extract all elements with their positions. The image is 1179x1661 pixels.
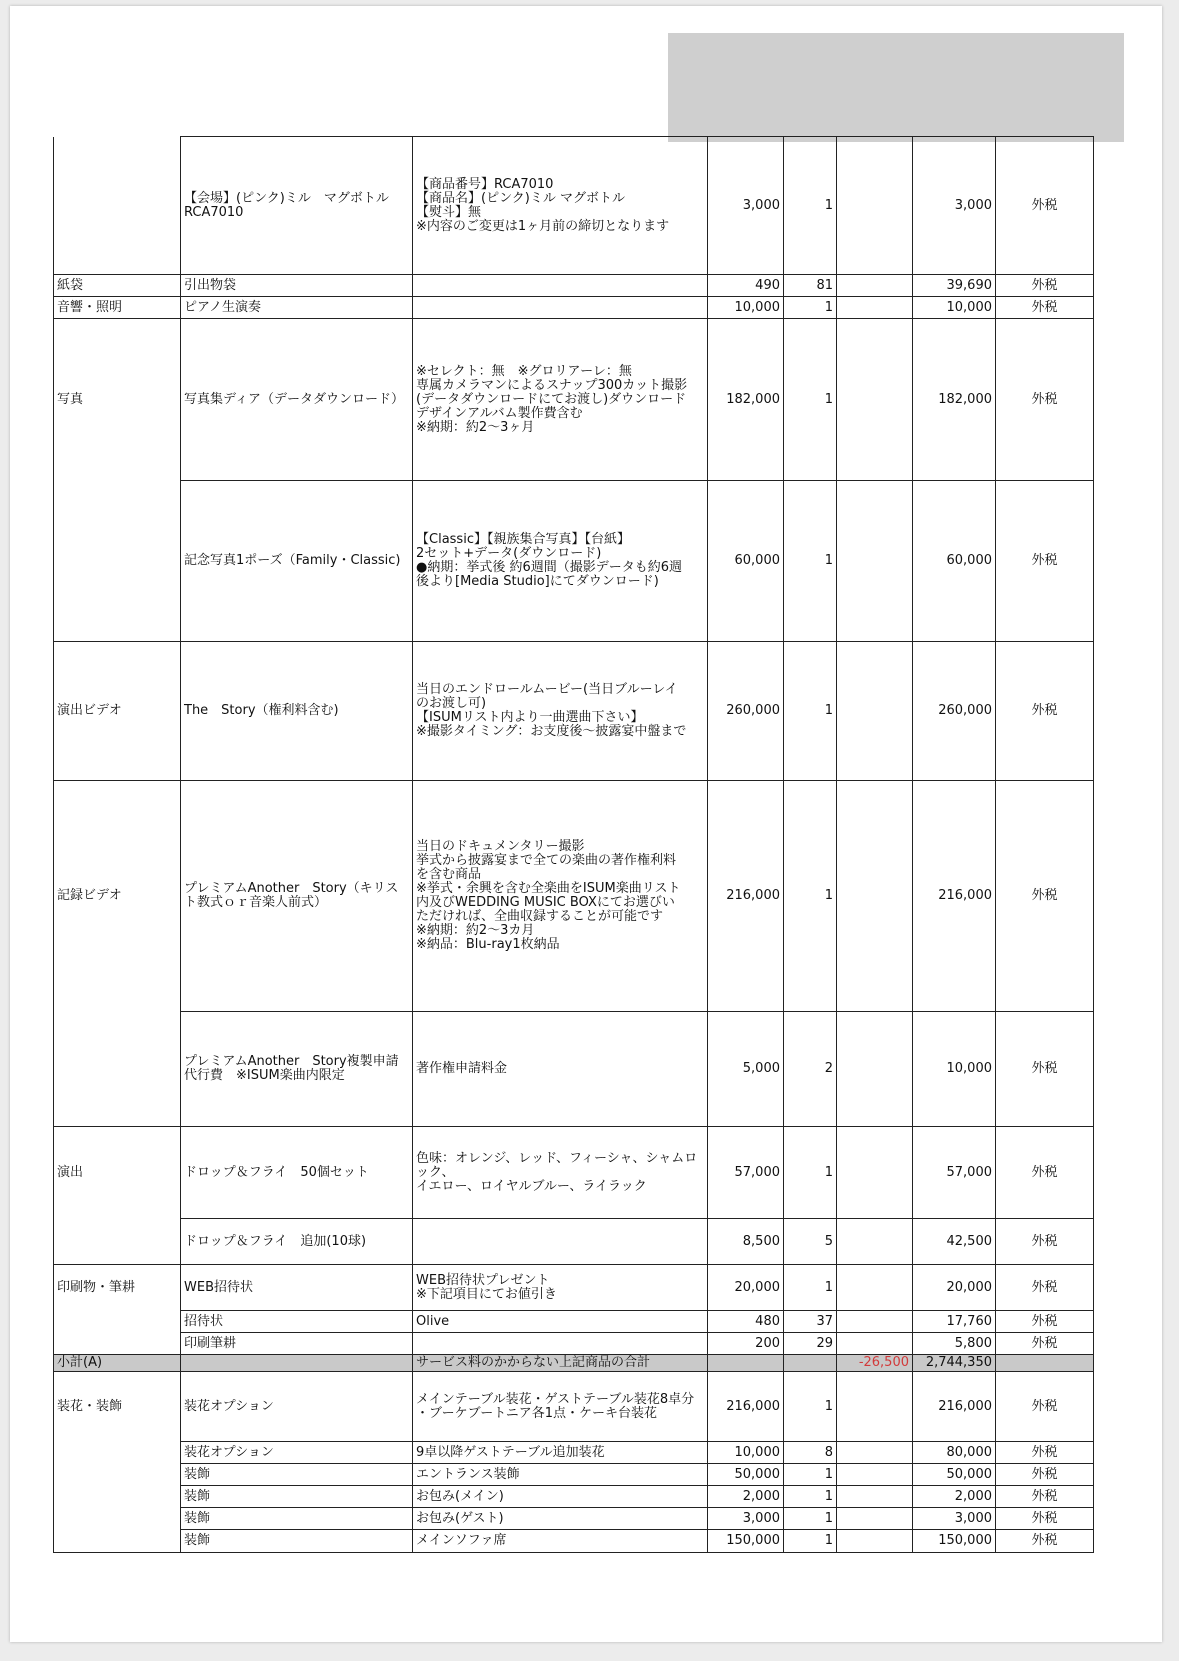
amount-cell: 60,000: [913, 481, 996, 642]
unit-price-cell: 480: [708, 1311, 784, 1333]
quantity-cell: 1: [784, 137, 837, 275]
item-name-cell: 印刷筆耕: [181, 1333, 413, 1355]
amount-cell: 3,000: [913, 137, 996, 275]
unit-price-cell: 8,500: [708, 1219, 784, 1265]
tax-type-cell: 外税: [996, 1372, 1094, 1442]
description-cell: お包み(メイン): [413, 1486, 708, 1508]
tax-type-cell: 外税: [996, 1442, 1094, 1464]
quantity-cell: 1: [784, 1127, 837, 1219]
amount-cell: 17,760: [913, 1311, 996, 1333]
description-cell: お包み(ゲスト): [413, 1508, 708, 1530]
table-row: [54, 297, 1094, 319]
discount-cell: [837, 1530, 913, 1553]
quantity-cell: 1: [784, 481, 837, 642]
category-cell: 演出ビデオ: [54, 642, 181, 781]
discount-cell: [837, 297, 913, 319]
description-cell: ※セレクト：無 ※グロリアーレ：無 専属カメラマンによるスナップ300カット撮影 (データダウンロードにてお渡し)ダウンロード デザインアルバム製作費含む ※納期：約2〜3ヶ月: [413, 319, 708, 481]
quantity-cell: 29: [784, 1333, 837, 1355]
quantity-cell: 1: [784, 319, 837, 481]
unit-price-cell: 5,000: [708, 1012, 784, 1127]
category-cell: [54, 1219, 181, 1265]
item-name-cell: 引出物袋: [181, 275, 413, 297]
tax-type-cell: 外税: [996, 642, 1094, 781]
category-cell: [54, 1442, 181, 1464]
tax-type-cell: 外税: [996, 1464, 1094, 1486]
amount-cell: 57,000: [913, 1127, 996, 1219]
tax-type-cell: 外税: [996, 1333, 1094, 1355]
category-cell: 装花・装飾: [54, 1372, 181, 1442]
description-cell: メインソファ席: [413, 1530, 708, 1553]
quantity-cell: 37: [784, 1311, 837, 1333]
description-cell: 当日のエンドロールムービー(当日ブルーレイ のお渡し可) 【ISUMリスト内より一曲選曲下さい】 ※撮影タイミング：お支度後〜披露宴中盤まで: [413, 642, 708, 781]
subtotal-label: 小計(A): [54, 1355, 181, 1372]
item-name-cell: 装飾: [181, 1464, 413, 1486]
quantity-cell: 1: [784, 1265, 837, 1311]
category-cell: [54, 1508, 181, 1530]
item-name-cell: 装飾: [181, 1530, 413, 1553]
table-row: [54, 1442, 1094, 1464]
tax-type-cell: 外税: [996, 481, 1094, 642]
discount-cell: [837, 137, 913, 275]
description-cell: Olive: [413, 1311, 708, 1333]
description-cell: [413, 297, 708, 319]
table-row: [54, 275, 1094, 297]
discount-cell: [837, 1219, 913, 1265]
category-cell: [54, 1333, 181, 1355]
amount-cell: 20,000: [913, 1265, 996, 1311]
table-row: [54, 481, 1094, 642]
amount-cell: 260,000: [913, 642, 996, 781]
discount-cell: [837, 1372, 913, 1442]
tax-type-cell: 外税: [996, 1530, 1094, 1553]
unit-price-cell: 182,000: [708, 319, 784, 481]
table-row: [54, 1127, 1094, 1219]
item-name-cell: 装花オプション: [181, 1372, 413, 1442]
unit-price-cell: 10,000: [708, 1442, 784, 1464]
table-row: [54, 1464, 1094, 1486]
discount-cell: [837, 1486, 913, 1508]
amount-cell: 3,000: [913, 1508, 996, 1530]
item-name-cell: ドロップ＆フライ 追加(10球): [181, 1219, 413, 1265]
category-cell: 音響・照明: [54, 297, 181, 319]
category-cell: 写真: [54, 319, 181, 481]
unit-price-cell: 260,000: [708, 642, 784, 781]
amount-cell: 80,000: [913, 1442, 996, 1464]
unit-price-cell: 200: [708, 1333, 784, 1355]
quantity-cell: 81: [784, 275, 837, 297]
amount-cell: 10,000: [913, 297, 996, 319]
discount-cell: [837, 1265, 913, 1311]
amount-cell: 50,000: [913, 1464, 996, 1486]
item-name-cell: 【会場】(ピンク)ミル マグボトル RCA7010: [181, 137, 413, 275]
table-row: [54, 1508, 1094, 1530]
quantity-cell: 1: [784, 1486, 837, 1508]
tax-type-cell: 外税: [996, 1508, 1094, 1530]
table-row: [54, 1333, 1094, 1355]
amount-cell: 216,000: [913, 1372, 996, 1442]
table-row: [54, 1530, 1094, 1553]
amount-cell: 39,690: [913, 275, 996, 297]
subtotal-amount: 2,744,350: [913, 1355, 996, 1372]
category-cell: 紙袋: [54, 275, 181, 297]
quantity-cell: 1: [784, 642, 837, 781]
quantity-cell: 1: [784, 1508, 837, 1530]
table-row: [54, 642, 1094, 781]
quantity-cell: 1: [784, 1464, 837, 1486]
subtotal-empty: [181, 1355, 413, 1372]
table-row: [54, 1012, 1094, 1127]
discount-cell: [837, 1311, 913, 1333]
unit-price-cell: 490: [708, 275, 784, 297]
discount-cell: [837, 642, 913, 781]
category-cell: [54, 1464, 181, 1486]
discount-cell: [837, 1442, 913, 1464]
item-name-cell: WEB招待状: [181, 1265, 413, 1311]
amount-cell: 42,500: [913, 1219, 996, 1265]
description-cell: 【Classic】【親族集合写真】【台紙】 2セット+データ(ダウンロード) ●納期：挙式後 約6週間（撮影データも約6週 後より[Media Studio]にてダウンロード): [413, 481, 708, 642]
unit-price-cell: 216,000: [708, 781, 784, 1012]
discount-cell: [837, 1464, 913, 1486]
tax-type-cell: 外税: [996, 1486, 1094, 1508]
unit-price-cell: 2,000: [708, 1486, 784, 1508]
unit-price-cell: 57,000: [708, 1127, 784, 1219]
table-row: [54, 1311, 1094, 1333]
amount-cell: 10,000: [913, 1012, 996, 1127]
tax-type-cell: 外税: [996, 319, 1094, 481]
unit-price-cell: 3,000: [708, 137, 784, 275]
subtotal-empty: [708, 1355, 784, 1372]
quantity-cell: 1: [784, 1372, 837, 1442]
discount-cell: [837, 275, 913, 297]
tax-type-cell: 外税: [996, 1012, 1094, 1127]
table-row: [54, 319, 1094, 481]
amount-cell: 182,000: [913, 319, 996, 481]
discount-cell: [837, 481, 913, 642]
item-name-cell: ドロップ＆フライ 50個セット: [181, 1127, 413, 1219]
description-cell: 著作権申請料金: [413, 1012, 708, 1127]
unit-price-cell: 3,000: [708, 1508, 784, 1530]
description-cell: 【商品番号】RCA7010 【商品名】(ピンク)ミル マグボトル 【熨斗】無 ※内容のご変更は1ヶ月前の締切となります: [413, 137, 708, 275]
unit-price-cell: 20,000: [708, 1265, 784, 1311]
table-row: [54, 1219, 1094, 1265]
table-row: [54, 137, 1094, 275]
amount-cell: 216,000: [913, 781, 996, 1012]
discount-cell: [837, 1508, 913, 1530]
description-cell: [413, 1219, 708, 1265]
tax-type-cell: 外税: [996, 1311, 1094, 1333]
tax-type-cell: 外税: [996, 781, 1094, 1012]
unit-price-cell: 50,000: [708, 1464, 784, 1486]
category-cell: [54, 1012, 181, 1127]
description-cell: WEB招待状プレゼント ※下記項目にてお値引き: [413, 1265, 708, 1311]
item-name-cell: プレミアムAnother Story（キリスト教式ｏｒ音楽人前式）: [181, 781, 413, 1012]
amount-cell: 5,800: [913, 1333, 996, 1355]
quantity-cell: 1: [784, 297, 837, 319]
tax-type-cell: 外税: [996, 137, 1094, 275]
category-cell: 記録ビデオ: [54, 781, 181, 1012]
item-name-cell: ピアノ生演奏: [181, 297, 413, 319]
tax-type-cell: 外税: [996, 1219, 1094, 1265]
category-cell: [54, 137, 181, 275]
description-cell: エントランス装飾: [413, 1464, 708, 1486]
quantity-cell: 1: [784, 781, 837, 1012]
description-cell: 色味：オレンジ、レッド、フィーシャ、シャムロック、 イエロー、ロイヤルブルー、ライラック: [413, 1127, 708, 1219]
amount-cell: 2,000: [913, 1486, 996, 1508]
discount-cell: [837, 1012, 913, 1127]
discount-cell: [837, 1127, 913, 1219]
discount-cell: [837, 1333, 913, 1355]
table-row: [54, 781, 1094, 1012]
item-name-cell: 装飾: [181, 1508, 413, 1530]
description-cell: メインテーブル装花・ゲストテーブル装花8卓分 ・ブーケブートニア各1点・ケーキ台装花: [413, 1372, 708, 1442]
tax-type-cell: 外税: [996, 275, 1094, 297]
subtotal-empty: [784, 1355, 837, 1372]
table-row: [54, 1486, 1094, 1508]
subtotal-row: [54, 1355, 1094, 1372]
tax-type-cell: 外税: [996, 1127, 1094, 1219]
category-cell: 印刷物・筆耕: [54, 1265, 181, 1311]
amount-cell: 150,000: [913, 1530, 996, 1553]
item-name-cell: The Story（権利料含む): [181, 642, 413, 781]
tax-type-cell: 外税: [996, 1265, 1094, 1311]
description-cell: 当日のドキュメンタリー撮影 挙式から披露宴まで全ての楽曲の著作権利料 を含む商品 ※挙式・余興を含む全楽曲をISUM楽曲リスト 内及びWEDDING MUSIC BOXにてお選びい ただければ、全曲収録することが可能です ※納期：約2〜3カ月 ※納品：Blu-ray1枚納品: [413, 781, 708, 1012]
quantity-cell: 2: [784, 1012, 837, 1127]
description-cell: [413, 1333, 708, 1355]
category-cell: 演出: [54, 1127, 181, 1219]
item-name-cell: 装花オプション: [181, 1442, 413, 1464]
item-name-cell: プレミアムAnother Story複製申請代行費 ※ISUM楽曲内限定: [181, 1012, 413, 1127]
quantity-cell: 8: [784, 1442, 837, 1464]
table-row: [54, 1265, 1094, 1311]
subtotal-description: サービス料のかからない上記商品の合計: [413, 1355, 708, 1372]
unit-price-cell: 10,000: [708, 297, 784, 319]
item-name-cell: 写真集ディア（データダウンロード）: [181, 319, 413, 481]
category-cell: [54, 1311, 181, 1333]
unit-price-cell: 150,000: [708, 1530, 784, 1553]
estimate-table: [53, 136, 1094, 1553]
item-name-cell: 記念写真1ポーズ（Family・Classic): [181, 481, 413, 642]
category-cell: [54, 481, 181, 642]
unit-price-cell: 60,000: [708, 481, 784, 642]
redacted-area: [668, 33, 1124, 142]
category-cell: [54, 1486, 181, 1508]
description-cell: [413, 275, 708, 297]
description-cell: 9卓以降ゲストテーブル追加装花: [413, 1442, 708, 1464]
item-name-cell: 招待状: [181, 1311, 413, 1333]
discount-cell: [837, 781, 913, 1012]
category-cell: [54, 1530, 181, 1553]
discount-cell: [837, 319, 913, 481]
subtotal-empty: [996, 1355, 1094, 1372]
table-row: [54, 1372, 1094, 1442]
item-name-cell: 装飾: [181, 1486, 413, 1508]
unit-price-cell: 216,000: [708, 1372, 784, 1442]
subtotal-discount: -26,500: [837, 1355, 913, 1372]
quantity-cell: 1: [784, 1530, 837, 1553]
quantity-cell: 5: [784, 1219, 837, 1265]
tax-type-cell: 外税: [996, 297, 1094, 319]
